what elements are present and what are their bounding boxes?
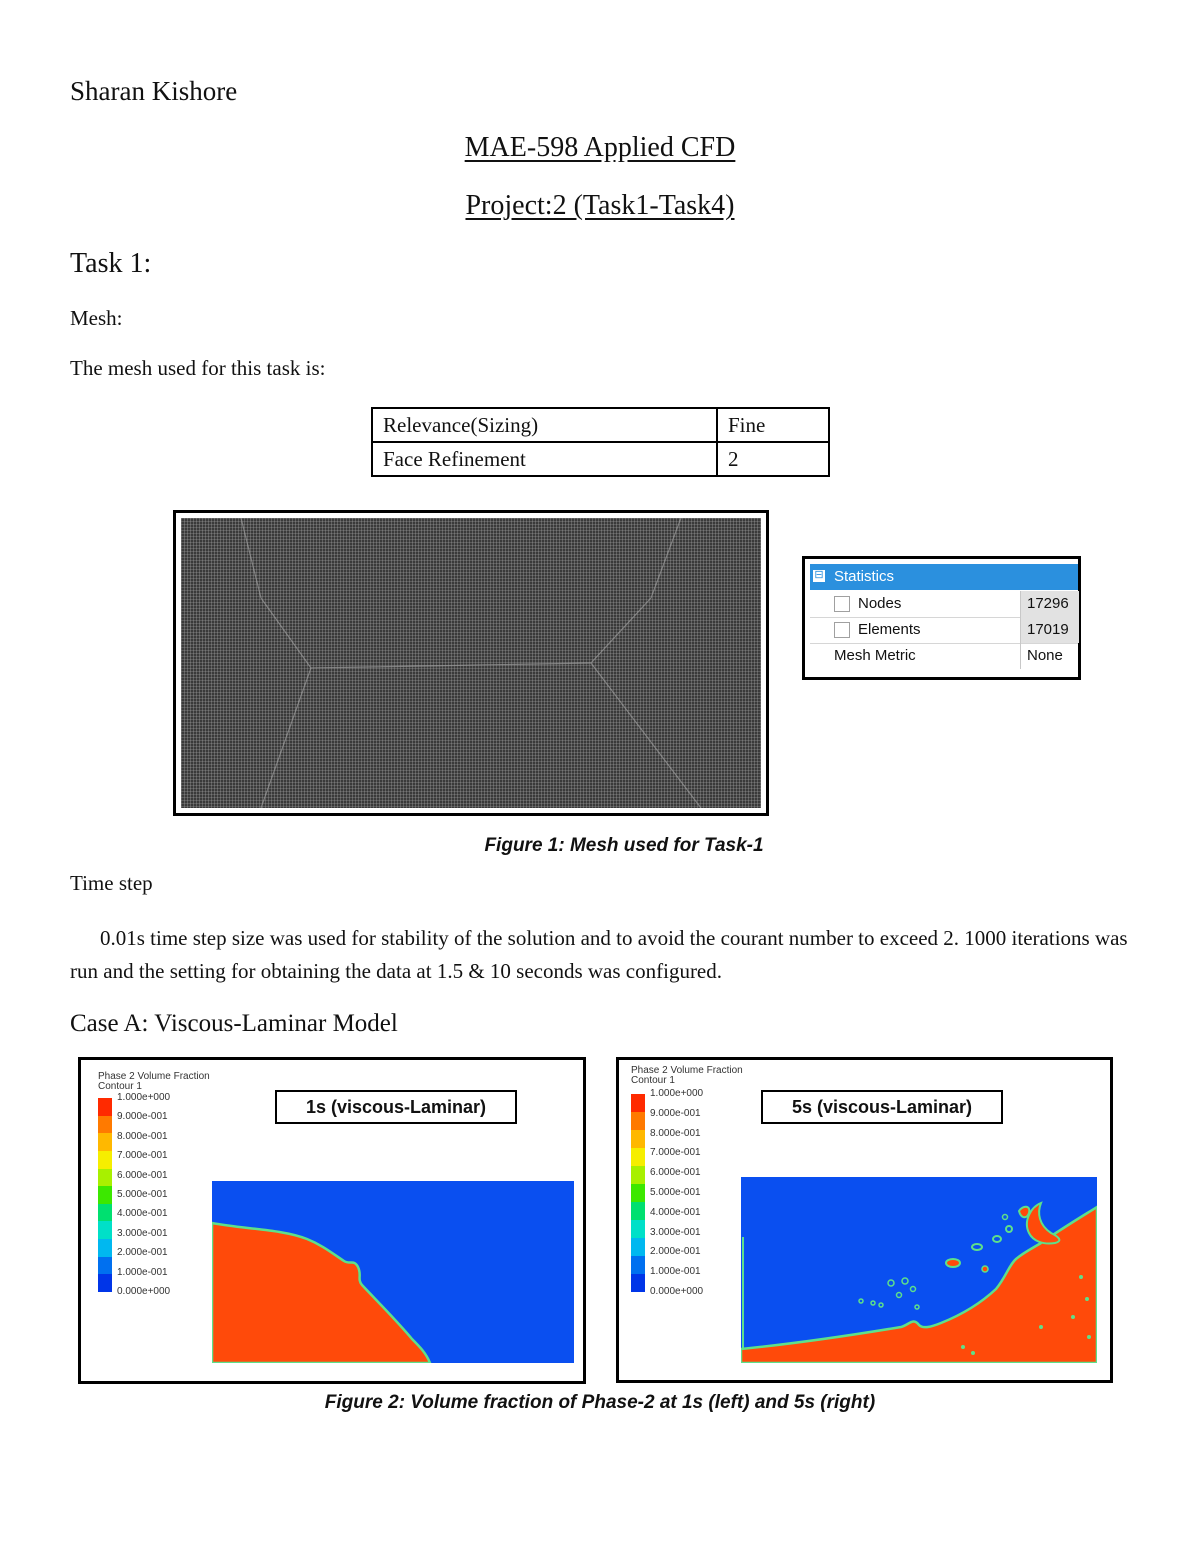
colorbar-segment — [98, 1186, 112, 1204]
statistics-label: Nodes — [858, 595, 902, 612]
colorbar-tick-label: 4.000e-001 — [117, 1208, 168, 1220]
case-a-heading: Case A: Viscous-Laminar Model — [70, 1010, 398, 1037]
colorbar-tick-label: 1.000e-001 — [117, 1266, 168, 1278]
colorbar-segment — [631, 1238, 645, 1256]
colorbar-segment — [631, 1256, 645, 1274]
document-subtitle: Project:2 (Task1-Task4) — [465, 190, 735, 221]
colorbar-tick-label: 1.000e+000 — [117, 1092, 171, 1103]
colorbar-tick-label: 9.000e-001 — [117, 1111, 168, 1123]
legend-subtitle: Contour 1 — [98, 1081, 142, 1092]
colorbar-segment — [631, 1202, 645, 1220]
colorbar-tick-label: 0.000e+000 — [650, 1286, 704, 1297]
colorbar-tick-label: 7.000e-001 — [650, 1147, 701, 1159]
document-title: MAE-598 Applied CFD — [464, 132, 736, 163]
checkbox-icon[interactable] — [834, 622, 850, 638]
colorbar-tick-label: 6.000e-001 — [117, 1169, 168, 1181]
colorbar-tick-label: 0.000e+000 — [117, 1286, 171, 1297]
colorbar-segment — [98, 1116, 112, 1134]
mesh-settings-table — [371, 407, 830, 477]
statistics-value: 17019 — [1027, 621, 1069, 638]
colorbar-tick-label: 1.000e-001 — [650, 1266, 701, 1278]
colorbar-tick-label: 5.000e-001 — [650, 1187, 701, 1198]
timestep-paragraph: 0.01s time step size was used for stability of the solution and to avoid the courant number to exceed 2. 1000 iterations was run and the setting for obtaining the data at 1.5 & 10 seconds was configured. — [70, 926, 1128, 983]
colorbar-tick-label: 3.000e-001 — [650, 1226, 701, 1238]
timestep-heading: Time step — [70, 871, 153, 895]
task-heading: Task 1: — [70, 248, 152, 279]
volume-fraction-contour — [212, 1181, 574, 1363]
colorbar-tick-label: 1.000e+000 — [650, 1088, 704, 1099]
statistics-value-cell — [1020, 617, 1079, 643]
colorbar-segment — [631, 1112, 645, 1130]
colorbar-tick-label: 8.000e-001 — [650, 1127, 701, 1139]
statistics-value: 17296 — [1027, 595, 1069, 612]
legend-title: Phase 2 Volume Fraction — [98, 1071, 210, 1082]
colorbar-segment — [98, 1169, 112, 1187]
colorbar-segment — [631, 1166, 645, 1184]
colorbar-tick-label: 2.000e-001 — [650, 1246, 701, 1258]
statistics-label: Elements — [858, 621, 921, 638]
colorbar-segment — [631, 1220, 645, 1238]
mesh-intro: The mesh used for this task is: — [70, 356, 326, 380]
colorbar-tick-label: 6.000e-001 — [650, 1167, 701, 1179]
colorbar-segment — [98, 1098, 112, 1116]
table-cell-param: Relevance(Sizing) — [372, 408, 717, 442]
statistics-panel — [802, 556, 1081, 680]
colorbar-segment — [98, 1133, 112, 1151]
table-cell-value: 2 — [717, 442, 829, 476]
colorbar-tick-label: 2.000e-001 — [117, 1247, 168, 1259]
statistics-header[interactable] — [810, 564, 1078, 590]
colorbar — [631, 1094, 645, 1292]
colorbar-tick-label: 9.000e-001 — [650, 1107, 701, 1119]
author-name: Sharan Kishore — [70, 76, 238, 106]
statistics-value-cell — [1020, 643, 1079, 669]
statistics-title: Statistics — [834, 568, 895, 585]
colorbar-segment — [631, 1184, 645, 1202]
table-cell-param: Face Refinement — [372, 442, 717, 476]
statistics-row-elements — [810, 617, 1078, 644]
colorbar-tick-label: 7.000e-001 — [117, 1150, 168, 1162]
colorbar-tick-label: 5.000e-001 — [117, 1189, 168, 1200]
volume-fraction-contour — [741, 1177, 1097, 1363]
time-label-box: 1s (viscous-Laminar) — [275, 1090, 517, 1124]
statistics-row-nodes — [810, 591, 1078, 618]
legend-title: Phase 2 Volume Fraction — [631, 1065, 743, 1076]
legend-subtitle: Contour 1 — [631, 1075, 675, 1086]
colorbar-segment — [631, 1130, 645, 1148]
colorbar-segment — [98, 1239, 112, 1257]
colorbar-tick-label: 4.000e-001 — [650, 1206, 701, 1218]
statistics-value: None — [1027, 647, 1063, 664]
contour-figure-1s — [78, 1057, 586, 1384]
colorbar-segment — [98, 1257, 112, 1275]
colorbar — [98, 1098, 112, 1292]
statistics-label: Mesh Metric — [834, 647, 916, 664]
figure-2-caption: Figure 2: Volume fraction of Phase-2 at 1s (left) and 5s (right) — [324, 1392, 876, 1413]
contour-figure-5s — [616, 1057, 1113, 1383]
colorbar-tick-label: 8.000e-001 — [117, 1130, 168, 1142]
colorbar-segment — [98, 1221, 112, 1239]
colorbar-segment — [631, 1274, 645, 1292]
mesh-image-frame — [173, 510, 769, 816]
statistics-value-cell — [1020, 591, 1079, 617]
table-row — [372, 442, 829, 476]
colorbar-segment — [98, 1204, 112, 1222]
colorbar-segment — [98, 1151, 112, 1169]
checkbox-icon[interactable] — [834, 596, 850, 612]
mesh-heading: Mesh: — [70, 306, 123, 330]
colorbar-tick-label: 3.000e-001 — [117, 1227, 168, 1239]
time-label-box: 5s (viscous-Laminar) — [761, 1090, 1003, 1124]
table-cell-value: Fine — [717, 408, 829, 442]
statistics-row-mesh-metric — [810, 643, 1078, 669]
colorbar-segment — [631, 1148, 645, 1166]
table-row — [372, 408, 829, 442]
figure-1-caption: Figure 1: Mesh used for Task-1 — [484, 835, 764, 856]
colorbar-segment — [98, 1274, 112, 1292]
mesh-image — [181, 518, 761, 808]
colorbar-segment — [631, 1094, 645, 1112]
collapse-icon[interactable]: ⊟ — [814, 569, 824, 581]
